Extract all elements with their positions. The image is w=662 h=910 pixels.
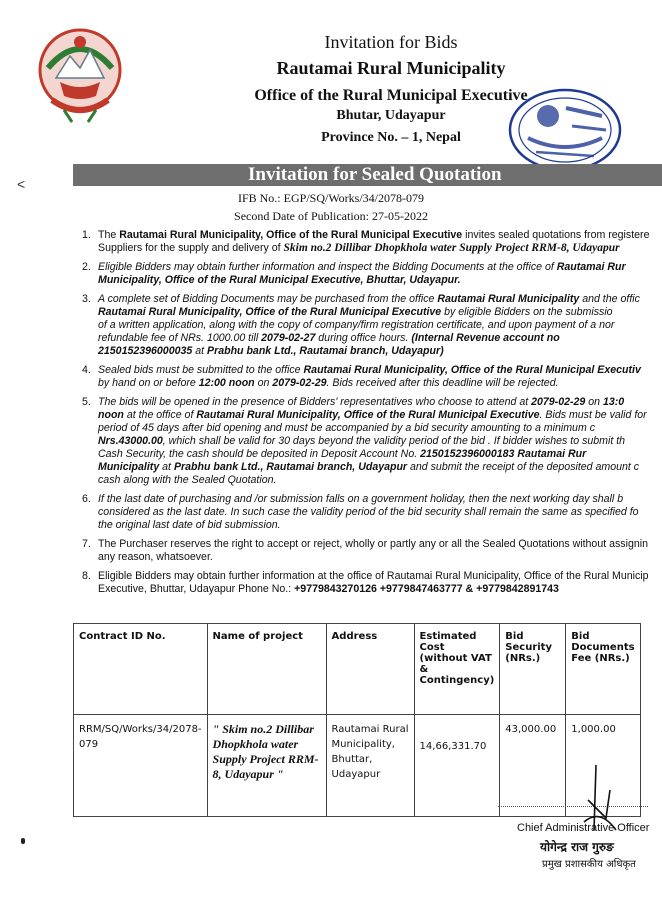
- clause-number: 7.: [82, 538, 91, 550]
- clause-line: [98, 364, 662, 377]
- section-banner: [73, 164, 662, 186]
- header-project-name: Name of project: [207, 624, 326, 715]
- clause-text: refundable fee of NRs. 1000.00 till: [98, 332, 262, 344]
- margin-dot: [21, 838, 25, 844]
- clause-text: (Internal Revenue account no: [411, 332, 560, 344]
- clause-text: on: [585, 396, 603, 408]
- clause-text: Prabhu bank Ltd., Rautamai branch, Udayapur): [207, 345, 444, 357]
- office-name: Office of the Rural Municipal Executive: [254, 87, 528, 104]
- signatory-name: योगेन्द्र राज गुरुङ: [540, 840, 614, 854]
- table-row: [74, 715, 641, 817]
- clause-line: [98, 583, 662, 596]
- clause-text: 13:0: [602, 396, 625, 408]
- clause-list: [82, 229, 662, 602]
- clause-line: [98, 319, 662, 332]
- clause-item: [82, 493, 662, 532]
- clause-item: [82, 229, 662, 255]
- clause-text: noon: [98, 409, 124, 421]
- clause-line: [98, 293, 662, 306]
- clause-text: Sealed bids must be submitted to the office: [98, 364, 304, 376]
- official-stamp-icon: [506, 86, 624, 174]
- clause-text: . Bids received after this deadline will be rejected.: [326, 377, 559, 389]
- clause-text: 2150152396000035: [98, 345, 193, 357]
- clause-text: Rautamai Rural Municipality, Office of the Rural Municipal Executive: [196, 409, 540, 421]
- publication-date: Second Date of Publication: 27-05-2022: [234, 209, 428, 223]
- clause-text: 2079-02-29: [531, 396, 586, 408]
- clause-line: [98, 377, 662, 390]
- clause-item: [82, 293, 662, 358]
- ifb-number: IFB No.: EGP/SQ/Works/34/2078-079: [237, 191, 425, 205]
- clause-text: Skim no.2 Dillibar Dhopkhola water Supply Project RRM-8, Udayapur: [283, 242, 620, 254]
- clause-item: [82, 396, 662, 487]
- clause-text: 2079-02-27: [261, 332, 316, 344]
- contract-table: [73, 623, 641, 817]
- signatory-title: प्रमुख प्रशासकीय अधिकृत: [542, 859, 636, 870]
- clause-text: cash along with the Sealed Quotation.: [98, 474, 277, 486]
- clause-text: Suppliers for the supply and delivery of: [98, 242, 284, 254]
- clause-text: at: [159, 461, 174, 473]
- clause-text: , which shall be valid for 30 days beyond the validity period of the bid . If bidder wishes to submit th: [162, 435, 626, 447]
- clause-line: [98, 261, 662, 274]
- clause-text: Municipality, Office of the Rural Municipal Executive, Bhuttar, Udayapur.: [98, 274, 461, 286]
- clause-text: and the offic: [579, 293, 640, 305]
- clause-text: A complete set of Bidding Documents may be purchased from the office: [98, 293, 438, 305]
- clause-text: on: [254, 377, 273, 389]
- clause-text: Eligible Bidders may obtain further information at the office of Rautamai Rural Municipality, Office of the Rural Municip: [98, 570, 649, 582]
- clause-line: [98, 506, 662, 519]
- clause-text: Rautamai Rural Municipality, Office of the Rural Municipal Executiv: [303, 364, 641, 376]
- clause-line: [98, 570, 662, 583]
- clause-text: Rautamai Rural Municipality, Office of the Rural Municipal Executive: [98, 306, 442, 318]
- header-estimated-cost: Estimated Cost (without VAT & Contingency): [414, 624, 500, 715]
- signatory-role: Chief Administrative Officer: [517, 822, 650, 834]
- header-contract-id: Contract ID No.: [74, 624, 208, 715]
- organization-name: Rautamai Rural Municipality: [276, 58, 506, 78]
- clause-line: [98, 519, 662, 532]
- clause-text: 2150152396000183 Rautamai Rur: [420, 448, 587, 460]
- clause-text: the original last date of bid submission.: [98, 519, 281, 531]
- clause-text: invites sealed quotations from registere: [462, 229, 650, 241]
- clause-line: [98, 409, 662, 422]
- clause-text: considered as the last date. In such case the validity period of the bid security shall remain the same as specified fo: [98, 506, 639, 518]
- clause-text: Cash Security, the cash should be deposited in Deposit Account No.: [98, 448, 421, 460]
- clause-number: 5.: [82, 396, 91, 408]
- province: Province No. – 1, Nepal: [321, 130, 461, 145]
- header-bid-fee: Bid Documents Fee (NRs.): [566, 624, 640, 715]
- header-bid-security: Bid Security (NRs.): [500, 624, 566, 715]
- cell-estimated-cost: 14,66,331.70: [414, 715, 500, 817]
- clause-item: [82, 538, 662, 564]
- clause-item: [82, 261, 662, 287]
- clause-line: [98, 422, 662, 435]
- cell-contract-id: RRM/SQ/Works/34/2078-079: [74, 715, 208, 817]
- clause-number: 3.: [82, 293, 91, 305]
- clause-line: [98, 493, 662, 506]
- clause-text: of a written application, along with the copy of company/firm registration certificate, and upon payment of a nor: [98, 319, 615, 331]
- clause-line: [98, 538, 662, 551]
- clause-text: The: [98, 229, 120, 241]
- clause-line: [98, 448, 662, 461]
- cell-project-name: " Skim no.2 Dillibar Dhopkhola water Supply Project RRM-8, Udayapur ": [207, 715, 326, 817]
- clause-text: 2079-02-29: [272, 377, 327, 389]
- clause-line: [98, 551, 662, 564]
- clause-text: Prabhu bank Ltd., Rautamai branch, Udayapur: [173, 461, 408, 473]
- cell-address: Rautamai Rural Municipality, Bhuttar, Udayapur: [326, 715, 414, 817]
- clause-line: [98, 345, 662, 358]
- clause-text: +9779843270126 +9779847463777 & +9779842891743: [294, 583, 559, 595]
- clause-line: [98, 274, 662, 287]
- clause-text: Municipality: [98, 461, 160, 473]
- clause-text: at the office of: [123, 409, 197, 421]
- clause-text: any reason, whatsoever.: [98, 551, 213, 563]
- office-address: Bhutar, Udayapur: [336, 108, 446, 123]
- clause-line: [98, 306, 662, 319]
- clause-text: Eligible Bidders may obtain further information and inspect the Bidding Documents at the office of: [98, 261, 557, 273]
- clause-text: Executive, Bhuttar, Udayapur Phone No.:: [98, 583, 295, 595]
- clause-text: during office hours.: [315, 332, 412, 344]
- document-title: Invitation for Bids: [324, 32, 458, 52]
- clause-number: 2.: [82, 261, 91, 273]
- banner-title: Invitation for Sealed Quotation: [248, 164, 502, 185]
- clause-line: [98, 474, 662, 487]
- clause-text: by eligible Bidders on the submissio: [441, 306, 613, 318]
- clause-line: [98, 461, 662, 474]
- clause-text: The Purchaser reserves the right to accept or reject, wholly or partly any or all the Sealed Quotations without assignin: [98, 538, 648, 550]
- clause-item: [82, 570, 662, 596]
- clause-number: 4.: [82, 364, 91, 376]
- clause-text: If the last date of purchasing and /or submission falls on a government holiday, then the next working day shall b: [98, 493, 624, 505]
- clause-line: [98, 332, 662, 345]
- clause-text: 12:00 noon: [198, 377, 255, 389]
- clause-number: 8.: [82, 570, 91, 582]
- clause-text: Rautamai Rur: [556, 261, 626, 273]
- clause-line: [98, 396, 662, 409]
- cell-bid-security: 43,000.00: [500, 715, 566, 817]
- clause-text: and submit the receipt of the deposited amount c: [407, 461, 640, 473]
- clause-text: Nrs.43000.00: [98, 435, 163, 447]
- clause-line: [98, 435, 662, 448]
- table-header-row: [74, 624, 641, 715]
- clause-text: The bids will be opened in the presence of Bidders' representatives who choose to attend at: [98, 396, 532, 408]
- cell-bid-fee: 1,000.00: [566, 715, 640, 817]
- clause-text: at: [192, 345, 208, 357]
- clause-text: Rautamai Rural Municipality: [437, 293, 580, 305]
- clause-line: [98, 229, 662, 242]
- clause-text: . Bids must be valid for: [539, 409, 647, 421]
- clause-line: [98, 242, 662, 255]
- header-address: Address: [326, 624, 414, 715]
- clause-number: 1.: [82, 229, 91, 241]
- clause-text: Rautamai Rural Municipality, Office of the Rural Municipal Executive: [119, 229, 463, 241]
- clause-text: by hand on or before: [98, 377, 199, 389]
- margin-mark: <: [17, 176, 26, 192]
- clause-text: period of 45 days after bid opening and must be accompanied by a bid security amounting to a minimum c: [98, 422, 596, 434]
- clause-number: 6.: [82, 493, 91, 505]
- clause-item: [82, 364, 662, 390]
